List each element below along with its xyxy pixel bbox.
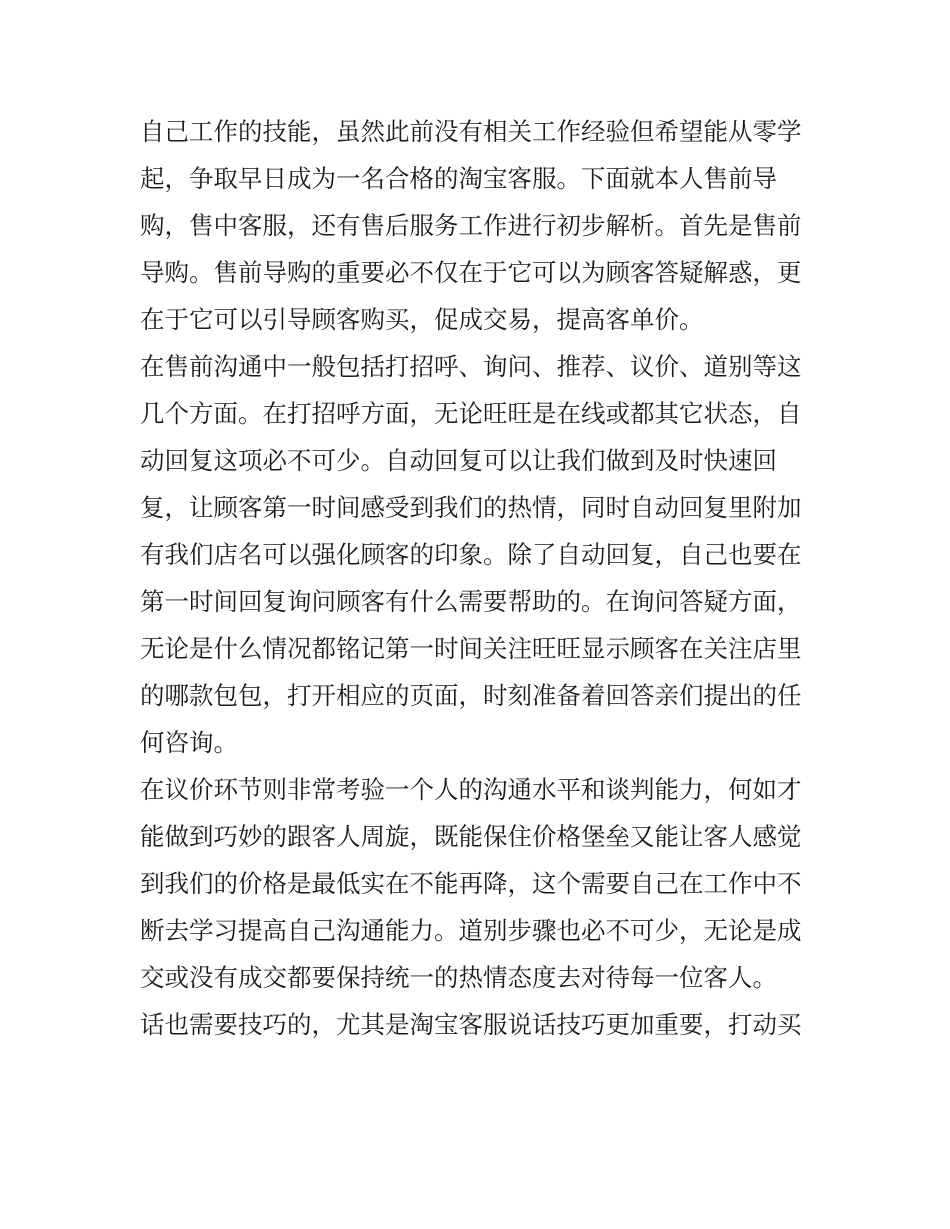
- body-text: [140, 108, 820, 1048]
- text-line: 到我们的价格是最低实在不能再降，这个需要自己在工作中不: [140, 869, 802, 898]
- text-line: 无论是什么情况都铭记第一时间关注旺旺显示顾客在关注店里: [140, 634, 802, 663]
- text-line: 几个方面。在打招呼方面，无论旺旺是在线或都其它状态，自: [140, 399, 802, 428]
- text-line: 第一时间回复询问顾客有什么需要帮助的。在询问答疑方面，: [140, 587, 802, 616]
- text-line: 购，售中客服，还有售后服务工作进行初步解析。首先是售前: [140, 211, 802, 240]
- text-line: 在议价环节则非常考验一个人的沟通水平和谈判能力，何如才: [140, 775, 802, 804]
- text-line: 话也需要技巧的，尤其是淘宝客服说话技巧更加重要，打动买: [140, 1010, 802, 1039]
- text-line: 导购。售前导购的重要必不仅在于它可以为顾客答疑解惑，更: [140, 258, 802, 287]
- text-line: 动回复这项必不可少。自动回复可以让我们做到及时快速回: [140, 446, 777, 475]
- text-line: 交或没有成交都要保持统一的热情态度去对待每一位客人。: [140, 963, 777, 992]
- text-line: 复，让顾客第一时间感受到我们的热情，同时自动回复里附加: [140, 493, 802, 522]
- text-line: 能做到巧妙的跟客人周旋，既能保住价格堡垒又能让客人感觉: [140, 822, 802, 851]
- text-line: 何咨询。: [140, 728, 238, 757]
- text-line: 起，争取早日成为一名合格的淘宝客服。下面就本人售前导: [140, 164, 777, 193]
- text-line: 在于它可以引导顾客购买，促成交易，提高客单价。: [140, 305, 704, 334]
- text-line: 断去学习提高自己沟通能力。道别步骤也必不可少，无论是成: [140, 916, 802, 945]
- text-line: 的哪款包包，打开相应的页面，时刻准备着回答亲们提出的任: [140, 681, 802, 710]
- text-line: 在售前沟通中一般包括打招呼、询问、推荐、议价、道别等这: [140, 352, 802, 381]
- text-line: 自己工作的技能，虽然此前没有相关工作经验但希望能从零学: [140, 117, 802, 146]
- text-line: 有我们店名可以强化顾客的印象。除了自动回复，自己也要在: [140, 540, 802, 569]
